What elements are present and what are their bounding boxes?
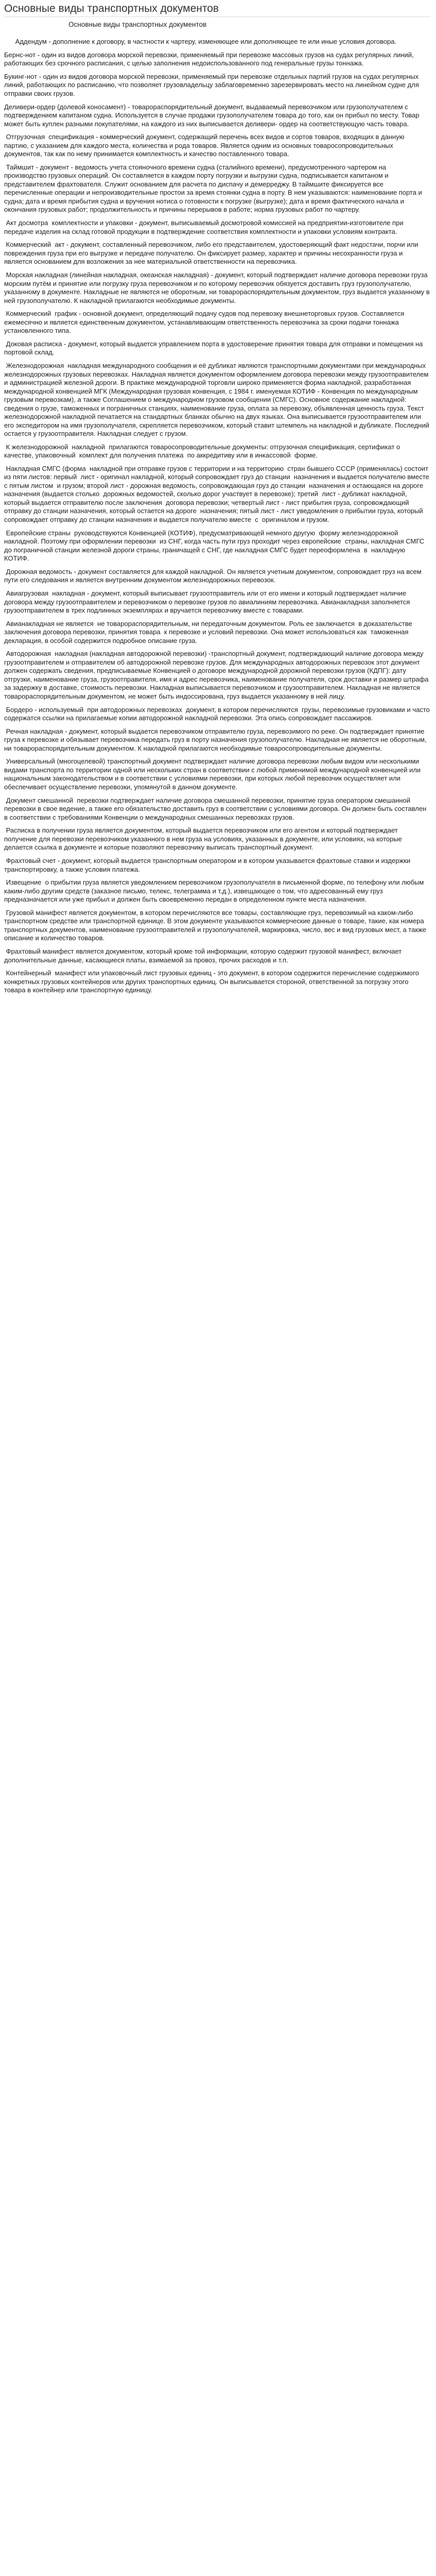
paragraph: Акт досмотра комплектности и упаковки - документ, выписываемый досмотровой комиссией на предприятии-изготовителе при передаче изделия на склад готовой продукции в подтверждение соответствия комплектности и упаковки условиям контракта. xyxy=(4,219,406,235)
paragraph: Железнодорожная накладная международного сообщения и её дубликат являются транспортными документами при международных железнодорожных грузовых перевозках. Накладная является документом оформлением договора перевозки между грузоотправителем и администрацией железной дороги. В практике международной торговли широко применяется форма накладной, разработанная международной конвенцией МГК (Международная грузовая конвенция, с 1984 г. именуемая КОТИФ - Конвенция по международным грузовым перевозкам), а также Соглашением о международном грузовом сообщении (СМГС). Основное содержание накладной: сведения о грузе, таможенных и пограничных станциях, наименование груза, оплата за перевозку, объявленная ценность груза. Текст железнодорожной накладной печатается на стандартных бланках обычно на двух языках. Она выписывается грузоотправителем или его экспедитором на имя грузополучателя, скрепляется перевозчиком, который ставит штемпель на накладной и дубликате. Последний остается у грузоотправителя. Накладная следует с грузом. xyxy=(4,362,431,438)
article-body xyxy=(4,38,430,995)
paragraph: Доковая расписка - документ, который выдается управлением порта в удостоверение принятия товара для отправки и помещения на портовой склад. xyxy=(4,340,425,357)
paragraph: К железнодорожной накладной прилагаются товаросопроводительные документы: отгрузочная спецификация, сертификат о качестве, упаковочный комплект для получения платежа по аккредитиву или в инкассовой форме. xyxy=(4,443,402,460)
paragraph: Расписка в получении груза является документом, который выдается перевозчиком или его агентом и который подтверждает получение для перевозки перевозчиком указанного в нем груза на условиях, указанных в документе, или условиях, на которые делается ссылка в документе и которые позволяют перевозчику выписать транспортный документ. xyxy=(4,826,404,852)
paragraph: Авианакладная не является не товарораспорядительным, ни передаточным документом. Роль ее заключается в доказательстве заключения договора перевозки, принятия товара к перевозке и условий перевозки. Она может использоваться как таможенная декларация, в особой содержится подробное описание груза. xyxy=(4,619,414,645)
paragraph: Автодорожная накладная (накладная автодорожной перевозки) -транспортный документ, подтверждающий наличие договора между грузоотправителем и отправителем об автодорожной перевозке грузов. Для международных автодорожных перевозок этот документ должен содержать сведения, предписываемые Конвенцией о договоре международной дорожной перевозки грузов (КДПГ): дату отгрузки, наименование груза, грузоотправителя, имя и адрес перевозчика, наименование получателя, срок доставки и размер штрафа за задержку в доставке, стоимость перевозки. Накладная выписывается перевозчиком и грузоотправителем. Накладная не является товарораспорядительным документом, не может быть индоссирована, груз выдается указанному в ней лицу. xyxy=(4,650,431,700)
paragraph: Дорожная ведомость - документ составляется для каждой накладной. Он является учетным документом, сопровождает груз на всем пути его следования и является внутренним документом железнодорожных перевозок. xyxy=(4,567,424,584)
paragraph: Универсальный (многоцелевой) транспортный документ подтверждает наличие договора перевозки любым видом или несколькими видами транспорта по территории одной или нескольких стран в соответствии с любой применимой международной конвенцией или национальным законодательством и в соответствии с условиями перевозки, при которых любой перевозчик осуществляет или обеспечивает осуществление перевозки, упомянутой в данном документе. xyxy=(4,757,423,791)
paragraph: Букинг-нот - один из видов договора морской перевозки, применяемый при перевозке отдельных партий грузов на судах регулярных линий, работающих по расписанию, что позволяет грузовладельцу заблаговременно зарезервировать место на линейном судне для отправки своих грузов. xyxy=(4,72,421,97)
paragraph: Морская накладная (линейная накладная, океанская накладная) - документ, который подтверждает наличие договора перевозки груза морским путём и принятие или погрузку груза перевозчиком и по которому перевозчик обязуется доставить груз грузополучателю, указанному в документе. Накладные не являются не оборотным, ни товарораспорядительным документом, груз выдается указанному в ней грузополучателю. К накладной прилагаются необходимые документы. xyxy=(4,271,432,304)
paragraph: Грузовой манифест является документом, в котором перечисляются все товары, составляющие груз, перевозимый на каком-либо транспортном средстве или транспортной единице. В этом документе указываются коммерческие данные о товаре, такие, как номера транспортных документов, наименование грузоотправителей и грузополучателей, маркировка, число, вес и вид грузовых мест, а также описание и количество товаров. xyxy=(4,908,428,942)
paragraph: Коммерческий график - основной документ, определяющий подачу судов под перевозку внешнеторговых грузов. Составляется ежемесячно и является единственным документом, устанавливающим ответственность перевозчика за сроки подачи тоннажа установленного типа. xyxy=(4,310,406,335)
paragraph: Фрахтовый манифест является документом, который кроме той информации, которую содержит грузовой манифест, включает дополнительные данные, касающиеся платы, взимаемой за провоз, прочих расходов и т.п. xyxy=(4,947,404,964)
paragraph: Бордеро - используемый при автодорожных перевозках документ, в котором перечисляются грузы, перевозимые грузовиками и часто содержатся ссылки на прилагаемые копии автодорожной накладной перевозки. Эта опись сопровождает пассажиров. xyxy=(4,705,432,722)
paragraph: Европейские страны руководствуются Конвенцией (КОТИФ), предусматривающей немного другую форму железнодорожной накладной. Поэтому при оформлении перевозки из СНГ, когда часть пути груз проходит через европейские страны, накладная СМГС до пограничной станции железной дороги страны, граничащей с СНГ, где накладная СМГС будет переоформлена в накладную КОТИФ. xyxy=(4,529,426,563)
paragraph: Деливери-ордер (долевой коносамент) - товарораспорядительный документ, выдаваемый перевозчиком или грузополучателем с подтверждением капитаном судна. Используется в случае продажи грузополучателем товара до того, как он прибыл по месту. Товар может быть куплен разными покупателями, на каждого из них выписывается деливери- ордер на соответствующую часть товара. xyxy=(4,103,422,128)
page-subtitle: Основные виды транспортных документов xyxy=(68,21,207,28)
paragraph: Таймшит - документ - ведомость учета стояночного времени судна (сталийного времени), предусмотренного чартером на производство грузовых операций. Он составляется в каждом порту погрузки и выгрузки судна, подписывается капитаном и представителем фрахтователя. Служит основанием для расчета по диспачу и демерреджу. В таймшите фиксируется все перечисленные операции и непроизводительные простои за время стоянки судна в порту. В нем указываются: наименование порта и судна; дата и время прибытия судна и вручения нотиса о готовности к погрузке (выгрузке); дата и время фактического начала и окончания грузовых работ; продолжительность и причины перерывов в работе; норма грузовых работ по чартеру. xyxy=(4,163,424,214)
paragraph: Накладная СМГС (форма накладной при отправке грузов с территории и на территорию стран бывшего СССР (применялась) состоит из пяти листов: первый лист - оригинал накладной, который сопровождает груз до станции назначения и выдается получателю вместе с пятым листом и грузом; второй лист - дорожная ведомость, сопровождающая груз до станции назначения и остающаяся на дороге назначения (выдается столько дорожных ведомостей, сколько дорог участвует в перевозке); третий лист - дубликат накладной, который выдается отправителю после заключения договора перевозки; четвертый лист - лист прибытия груза, сопровождающий отправку до станции назначения, который остается на дороге назначения; пятый лист - лист уведомления о прибытии груза, который сопровождает отправку до станции назначения и выдается получателю вместе с оригиналом и грузом. xyxy=(4,464,431,523)
paragraph: Речная накладная - документ, который выдается перевозчиком отправителю груза, перевозимого по реке. Он подтверждает принятие груза к перевозке и обязывает перевозчика передать груз в порту назначения грузополучателю. Накладная не является не оборотным, ни товарораспорядительным документом. К накладной прилагаются необходимые товаросопроводительные документы. xyxy=(4,727,429,752)
paragraph: Фрахтовый счет - документ, который выдается транспортным оператором и в котором указывается фрахтовые ставки и издержки транспортировку, а также условия платежа. xyxy=(4,857,412,873)
paragraph: Отгрузочная спецификация - коммерческий документ, содержащий перечень всех видов и сортов товаров, входящих в данную партию, с указанием для каждого места, количества и рода товаров. Является одним из основных товаросопроводительных документов, так как по нему принимается комплектность и качество поставленного товара. xyxy=(4,133,407,158)
paragraph: Аддендум - дополнение к договору, в частности к чартеру, изменяющее или дополняющее те или иные условия договора. xyxy=(4,38,397,45)
paragraph: Авиагрузовая накладная - документ, который выписывает грузоотправитель или от его имени и который подтверждает наличие договора между грузоотправителем и перевозчиком о перевозке грузов по авиалиниям перевозчика. Авианакладная заполняется грузоотправителем в трех подлинных экземплярах и вручается перевозчику вместе с товарами. xyxy=(4,589,412,614)
paragraph: Контейнерный манифест или упаковочный лист грузовых единиц - это документ, в котором содержится перечисление содержимого конкретных грузовых контейнеров или других транспортных единиц. Он выписывается стороной, ответственной за погрузку этого товара в контейнер или транспортную единицу. xyxy=(4,969,421,994)
paragraph: Коммерческий акт - документ, составленный перевозчиком, либо его представителем, удостоверяющий факт недостачи, порчи или повреждения груза при его выгрузке и передаче получателю. Он фиксирует размер, характер и причины несохранности груза и является основанием для возложения за нее материальной ответственности на перевозчика. xyxy=(4,241,421,266)
page-title: Основные виды транспортных документов xyxy=(4,2,430,17)
paragraph: Извещение о прибытии груза является уведомлением перевозчиком грузополучателя в письменной форме, по телефону или любым каким-либо другим средств (заказное письмо, телекс, телеграмма и т.д.), извещающее о том, что адресованный ему груз предназначается или уже прибыл и должен быть своевременно передан в определенном пункте места назначения. xyxy=(4,878,426,904)
paragraph: Бернс-нот - один из видов договора морской перевозки, применяемый при перевозке массовых грузов на судах регулярных линий, работающих без срочного расписания, с целью заполнения недоиспользованного под генеральные грузы тоннажа. xyxy=(4,50,416,67)
paragraph: Документ смешанной перевозки подтверждает наличие договора смешанной перевозки, принятие груза оператором смешанной перевозки в свое ведение, а также его обязательство доставить груз в соответствии с условиями договора. Он должен быть составлен в соответствии с требованиями Конвенции о международных смешанных перевозках грузов. xyxy=(4,796,428,821)
page xyxy=(0,0,436,995)
